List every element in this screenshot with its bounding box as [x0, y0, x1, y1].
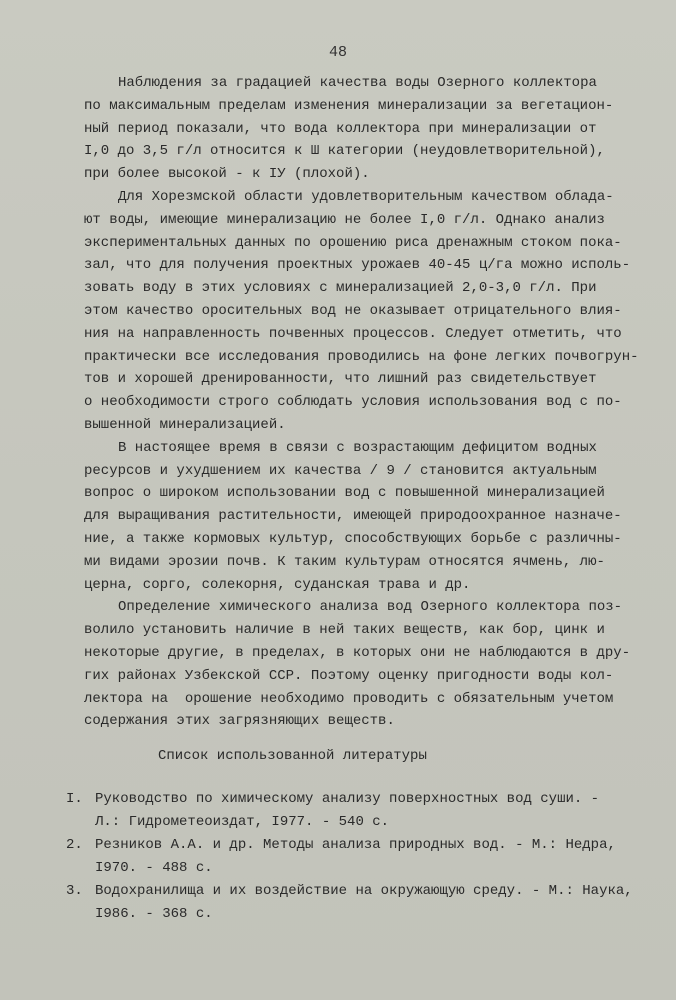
text-line: зал, что для получения проектных урожаев 40-45 ц/га можно исполь-: [84, 257, 631, 274]
reference-text: Л.: Гидрометеоиздат, I977. - 540 с.: [95, 814, 390, 830]
references-list: [66, 788, 666, 926]
reference-number: 2.: [66, 837, 83, 853]
references-title: Список использованной литературы: [158, 748, 427, 764]
reference-item: [66, 834, 666, 880]
text-line: гих районах Узбекской ССР. Поэтому оценку пригодности воды кол-: [84, 667, 614, 684]
reference-text: Водохранилища и их воздействие на окружающую среду. - М.: Наука,: [95, 883, 633, 899]
text-line: ный период показали, что вода коллектора при минерализации от: [84, 120, 597, 137]
text-line: вопрос о широком использовании вод с повышенной минерализацией: [84, 485, 605, 502]
text-line: практически все исследования проводились на фоне легких почвогрун-: [84, 348, 639, 365]
paragraph: [84, 437, 644, 597]
reference-text: I986. - 368 с.: [95, 906, 213, 922]
text-line: ют воды, имеющие минерализацию не более I,0 г/л. Однако анализ: [84, 211, 605, 228]
paragraph: [84, 186, 644, 437]
text-line: о необходимости строго соблюдать условия использования вод с по-: [84, 394, 622, 411]
text-line: лектора на орошение необходимо проводить с обязательным учетом: [84, 690, 614, 707]
text-line: этом качество оросительных вод не оказывает отрицательного влия-: [84, 302, 622, 319]
text-line: при более высокой - к IУ (плохой).: [84, 166, 370, 183]
text-line: церна, сорго, солекорня, суданская трава и др.: [84, 576, 471, 593]
reference-text: Резников А.А. и др. Методы анализа природных вод. - М.: Недра,: [95, 837, 616, 853]
text-line: ресурсов и ухудшением их качества / 9 / становится актуальным: [84, 462, 597, 479]
page-number: 48: [328, 44, 347, 61]
reference-text: I970. - 488 с.: [95, 860, 213, 876]
text-line: волило установить наличие в ней таких веществ, как бор, цинк и: [84, 622, 605, 639]
text-line: Наблюдения за градацией качества воды Озерного коллектора: [118, 75, 597, 91]
text-line: ние, а также кормовых культур, способствующих борьбе с различны-: [84, 530, 622, 547]
reference-number: 3.: [66, 883, 83, 899]
reference-item: [66, 880, 666, 926]
text-line: для выращивания растительности, имеющей природоохранное назначе-: [84, 508, 622, 525]
text-line: I,0 до 3,5 г/л относится к Ш категории (неудовлетворительной),: [84, 143, 605, 160]
text-line: тов и хорошей дренированности, что лишний раз свидетельствует: [84, 371, 597, 388]
reference-item: [66, 788, 666, 834]
reference-number: I.: [66, 791, 83, 807]
text-line: ми видами эрозии почв. К таким культурам относятся ячмень, лю-: [84, 553, 605, 570]
text-line: по максимальным пределам изменения минерализации за вегетацион-: [84, 97, 614, 114]
text-line: Для Хорезмской области удовлетворительным качеством облада-: [118, 188, 614, 205]
text-line: ния на направленность почвенных процессов. Следует отметить, что: [84, 325, 622, 342]
body-text: [84, 72, 644, 733]
paragraph: [84, 596, 644, 733]
paragraph: [84, 72, 644, 186]
text-line: Определение химического анализа вод Озерного коллектора поз-: [118, 599, 623, 616]
text-line: содержания этих загрязняющих веществ.: [84, 713, 395, 730]
reference-text: Руководство по химическому анализу поверхностных вод суши. -: [95, 791, 600, 807]
text-line: экспериментальных данных по орошению риса дренажным стоком пока-: [84, 234, 622, 251]
text-line: вышенной минерализацией.: [84, 416, 286, 433]
text-line: В настоящее время в связи с возрастающим дефицитом водных: [118, 439, 597, 456]
text-line: зовать воду в этих условиях с минерализацией 2,0-3,0 г/л. При: [84, 280, 597, 297]
text-line: некоторые другие, в пределах, в которых они не наблюдаются в дру-: [84, 644, 631, 661]
